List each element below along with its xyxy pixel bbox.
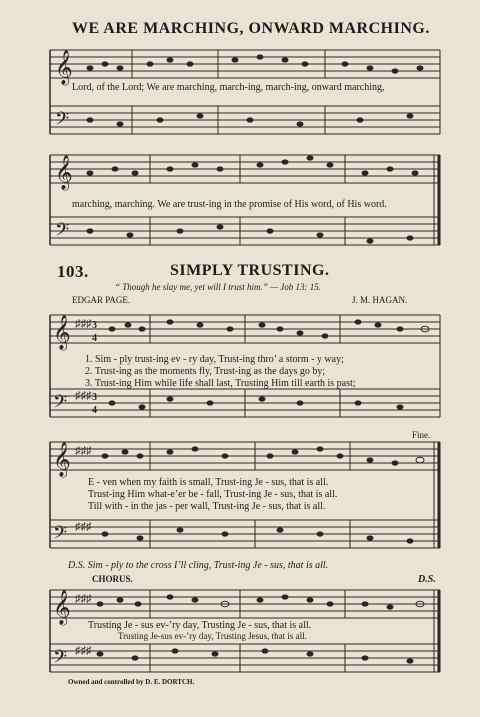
bass-clef-icon: 𝄢 — [55, 108, 70, 133]
svg-text:♯♯♯: ♯♯♯ — [75, 593, 92, 605]
svg-text:♯♯♯: ♯♯♯ — [75, 390, 92, 402]
svg-text:𝄞: 𝄞 — [53, 443, 71, 476]
verse-line-1: 1. Sim - ply trust-ing ev - ry day, Trust-ing thro’ a storm - y way; — [85, 354, 344, 365]
svg-text:3: 3 — [92, 320, 97, 331]
composer-credit: J. M. HAGAN. — [352, 295, 408, 305]
svg-text:4: 4 — [92, 333, 97, 344]
verse-line-2: 2. Trust-ing as the moments fly, Trust-ing as the days go by; — [85, 366, 326, 377]
treble-clef-icon: 𝄞 — [55, 51, 73, 84]
chorus-lyric-line-2: Trusting Je-sus ev-’ry day, Trusting Jesus, that is all. — [118, 631, 307, 641]
svg-text:𝄢: 𝄢 — [55, 219, 70, 244]
ds-label: D.S. — [418, 574, 436, 585]
music-system-1 — [0, 40, 480, 150]
svg-text:3: 3 — [92, 392, 97, 403]
refrain-line-1: E - ven when my faith is small, Trust-ing Je - sus, that is all. — [88, 477, 329, 488]
svg-text:𝄢: 𝄢 — [53, 522, 68, 547]
svg-text:𝄢: 𝄢 — [53, 646, 68, 671]
svg-text:𝄢: 𝄢 — [53, 391, 68, 416]
verse-line-3: 3. Trust-ing Him while life shall last, Trusting Him till earth is past; — [85, 378, 356, 389]
chorus-lyric-line-1: Trusting Je - sus ev-’ry day, Trusting Je - sus, that is all. — [88, 620, 312, 631]
bass-staff — [50, 106, 440, 134]
svg-text:♯♯♯: ♯♯♯ — [75, 521, 92, 533]
copyright-footer: Owned and controlled by D. E. DORTCH. — [68, 678, 195, 686]
svg-text:4: 4 — [92, 405, 97, 416]
music-system-3 — [0, 305, 480, 425]
refrain-line-3: Till with - in the jas - per wall, Trust-ing Je - sus, that is all. — [88, 501, 326, 512]
poet-credit: EDGAR PAGE. — [72, 295, 131, 305]
svg-text:♯♯♯: ♯♯♯ — [75, 645, 92, 657]
svg-text:𝄞: 𝄞 — [53, 591, 71, 624]
svg-text:♯♯♯: ♯♯♯ — [75, 445, 92, 457]
ds-lyric-line: D.S. Sim - ply to the cross I’ll cling, Trust-ing Je - sus, that is all. — [68, 560, 329, 571]
fine-label: Fine. — [412, 430, 431, 440]
hymn-number: 103. — [57, 262, 89, 281]
lyric-line: marching, marching. We are trust-ing in the promise of His word, of His word. — [72, 199, 387, 210]
svg-text:𝄞: 𝄞 — [53, 316, 71, 349]
hymn-epigraph: “ Though he slay me, yet will I trust him.” — Job 13: 15. — [115, 282, 321, 292]
svg-text:𝄞: 𝄞 — [55, 156, 73, 189]
chorus-label: CHORUS. — [92, 574, 133, 584]
svg-text:♯♯♯: ♯♯♯ — [75, 318, 92, 330]
refrain-line-2: Trust-ing Him what-e’er be - fall, Trust-ing Je - sus, that is all. — [88, 489, 338, 500]
hymn-title: SIMPLY TRUSTING. — [170, 262, 330, 279]
hymn-title-marching: WE ARE MARCHING, ONWARD MARCHING. — [72, 20, 430, 37]
lyric-line: Lord, of the Lord; We are marching, march-ing, march-ing, onward marching, — [72, 82, 385, 93]
